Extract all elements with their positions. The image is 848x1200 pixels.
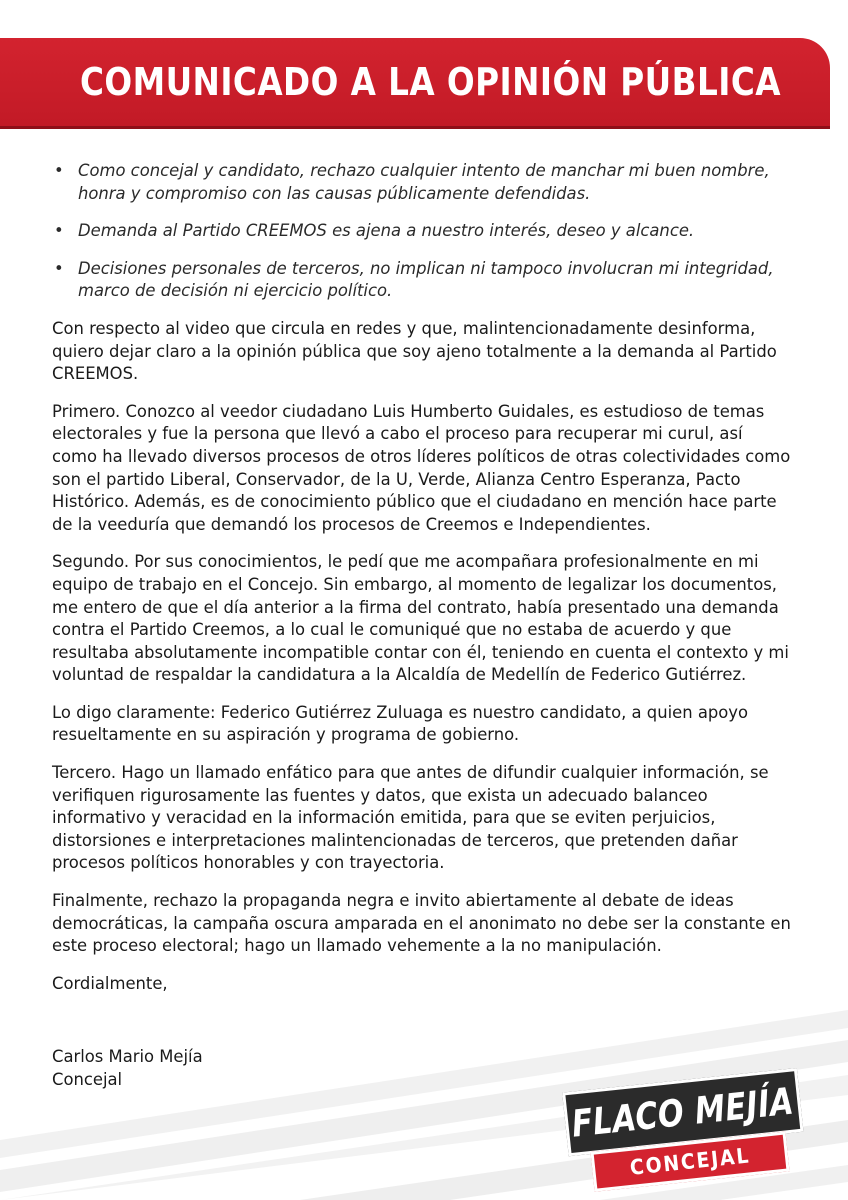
bullet-marker: • — [54, 221, 64, 241]
paragraph-finalmente: Finalmente, rechazo la propaganda negra e invito abiertamente al debate de ideas democráticas, la campaña oscura amparada en el anonimato no debe ser la constante en este proceso electoral; hago un llamado vehemente a la no manipulación. — [52, 891, 791, 956]
paragraph-primero: Primero. Conozco al veedor ciudadano Luis Humberto Guidales, es estudioso de temas electorales y fue la persona que llevó a cabo el proceso para recuperar mi curul, así como ha llevado diversos procesos de otros líderes políticos de otras colectividades como son el partido Liberal, Conservador, de la U, Verde, Alianza Centro Esperanza, Pacto Histórico. Además, es de conocimiento público que el ciudadano en mención hace parte de la veeduría que demandó los procesos de Creemos e Independientes. — [52, 401, 791, 534]
bullet-item — [52, 258, 792, 303]
bullet-item — [52, 220, 792, 243]
paragraph-intro: Con respecto al video que circula en redes y que, malintencionadamente desinforma, quiero dejar claro a la opinión pública que soy ajeno totalmente a la demanda al Partido CREEMOS. — [52, 318, 777, 384]
paragraph-segundo: Segundo. Por sus conocimientos, le pedí que me acompañara profesionalmente en mi equipo de trabajo en el Concejo. Sin embargo, al momento de legalizar los documentos, me entero de que el día anterior a la firma del contrato, había presentado una demanda contra el Partido Creemos, a lo cual le comuniqué que no estaba de acuerdo y que resultaba absolutamente incompatible contar con él, teniendo en cuenta el contexto y mi voluntad de respaldar la candidatura a la Alcaldía de Medellín de Federico Gutiérrez. — [52, 552, 789, 685]
paragraph-tercero: Tercero. Hago un llamado enfático para que antes de difundir cualquier información, se verifiquen rigurosamente las fuentes y datos, que exista un adecuado balanceo informativo y veracidad en la información emitida, para que se eviten perjuicios, distorsiones e interpretaciones malintencionadas de terceros, que pretenden dañar procesos políticos honorables y con trayectoria. — [52, 763, 769, 873]
signature-role: Concejal — [52, 1070, 123, 1090]
closing-salutation: Cordialmente, — [52, 973, 168, 993]
signature-name: Carlos Mario Mejía — [52, 1047, 203, 1067]
bullet-list — [52, 160, 792, 303]
logo-name: FLACO MEJÍA — [569, 1079, 796, 1146]
page-title: COMUNICADO A LA OPINIÓN PÚBLICA — [80, 60, 781, 104]
document-body — [52, 160, 792, 1091]
bullet-text: Como concejal y candidato, rechazo cualquier intento de manchar mi buen nombre, honra y compromiso con las causas públicamente defendidas. — [78, 161, 770, 203]
bullet-text: Demanda al Partido CREEMOS es ajena a nuestro interés, deseo y alcance. — [78, 221, 695, 241]
bullet-text: Decisiones personales de terceros, no implican ni tampoco involucran mi integridad, marco de decisión ni ejercicio político. — [78, 258, 774, 301]
logo-role: CONCEJAL — [628, 1143, 752, 1180]
bullet-marker: • — [54, 161, 64, 180]
header-banner — [0, 38, 830, 126]
paragraph-candidato: Lo digo claramente: Federico Gutiérrez Zuluaga es nuestro candidato, a quien apoyo resueltamente en su aspiración y programa de gobierno. — [52, 702, 749, 745]
bullet-marker: • — [54, 258, 64, 278]
bullet-item — [52, 160, 792, 205]
